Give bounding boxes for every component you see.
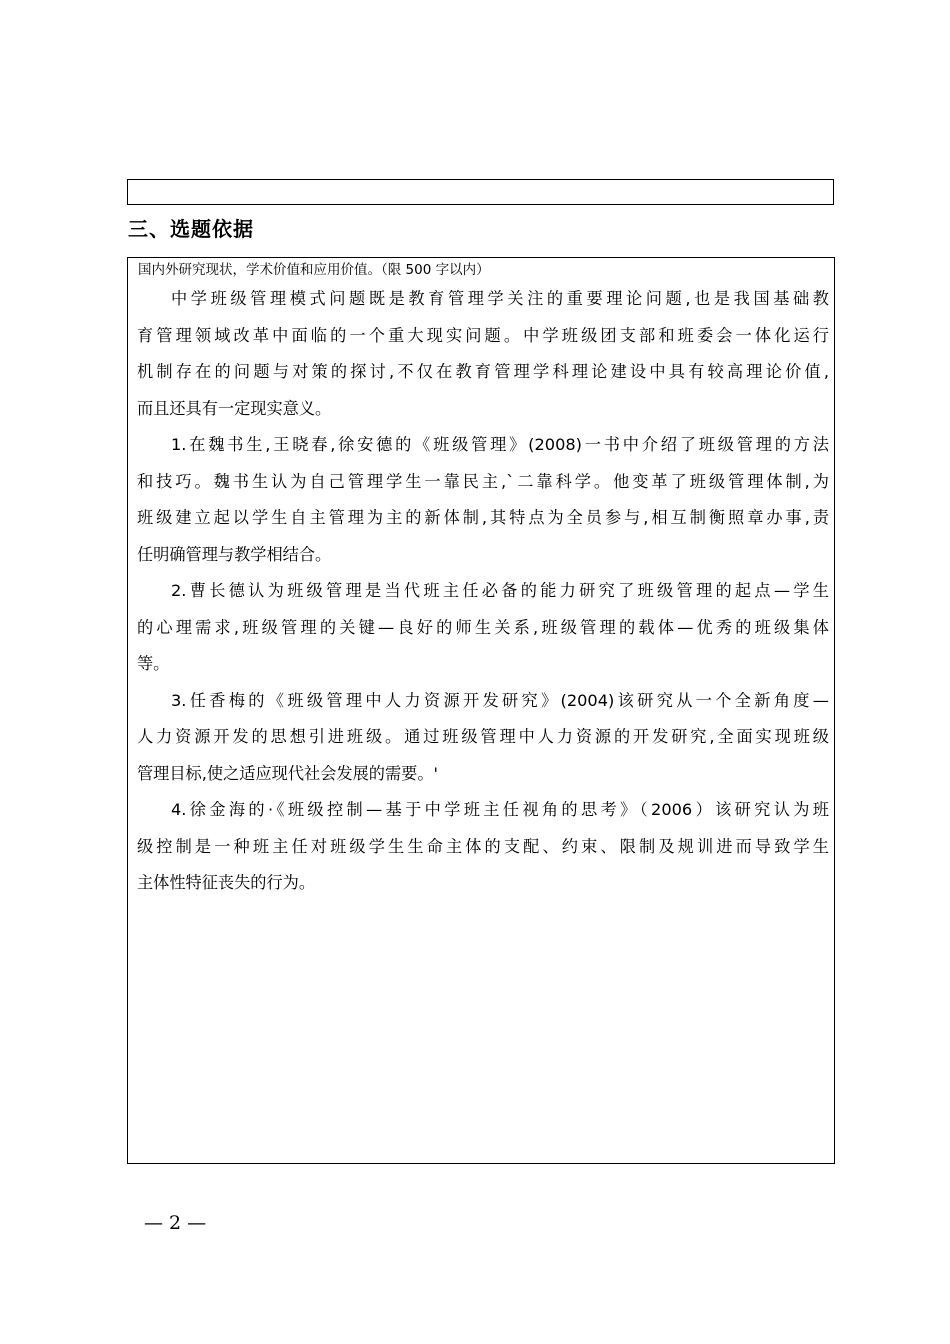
paragraph-line: 管理目标,使之适应现代社会发展的需要。' bbox=[137, 763, 438, 783]
paragraph bbox=[137, 573, 829, 683]
paragraph-line: 的心理需求,班级管理的关键—良好的师生关系,班级管理的载体—优秀的班级集体 bbox=[137, 617, 829, 637]
paragraph-line: 和技巧。魏书生认为自己管理学生一靠民主,`二靠科学。他变革了班级管理体制,为 bbox=[137, 471, 829, 491]
paragraph-line: 育管理领域改革中面临的一个重大现实问题。中学班级团支部和班委会一体化运行 bbox=[137, 325, 829, 345]
previous-section-box bbox=[127, 179, 834, 205]
paragraph-line: 班级建立起以学生自主管理为主的新体制,其特点为全员参与,相互制衡照章办事,责 bbox=[137, 508, 829, 527]
paragraph-line: 任明确管理与教学相结合。 bbox=[137, 544, 332, 564]
instruction-note: 国内外研究现状，学术价值和应用价值。（限 500 字以内） bbox=[138, 262, 490, 278]
topic-basis-box bbox=[127, 257, 835, 1164]
page-number: — 2 — bbox=[144, 1212, 207, 1234]
paragraph-line: 1.在魏书生,王晓春,徐安德的《班级管理》(2008)一书中介绍了班级管理的方法 bbox=[171, 435, 829, 454]
paragraph-line: 主体性特征丧失的行为。 bbox=[137, 873, 316, 892]
paragraph bbox=[137, 683, 829, 793]
paragraph-line: 级控制是一种班主任对班级学生生命主体的支配、约束、限制及规训进而导致学生 bbox=[137, 836, 829, 856]
paragraph-line: 2.曹长德认为班级管理是当代班主任必备的能力研究了班级管理的起点—学生 bbox=[171, 581, 829, 600]
paragraph-line: 3.任香梅的《班级管理中人力资源开发研究》(2004)该研究从一个全新角度— bbox=[171, 690, 829, 710]
section-heading: 三、选题依据 bbox=[128, 217, 254, 241]
paragraph-line: 4.徐金海的·《班级控制—基于中学班主任视角的思考》（2006）该研究认为班 bbox=[171, 800, 829, 819]
body-text bbox=[137, 281, 829, 902]
paragraph-line: 等。 bbox=[137, 654, 170, 673]
paragraph bbox=[137, 792, 829, 902]
paragraph-line: 而且还具有一定现实意义。 bbox=[137, 398, 332, 418]
paragraph-line: 中学班级管理模式问题既是教育管理学关注的重要理论问题,也是我国基础教 bbox=[171, 289, 829, 308]
paragraph-line: 人力资源开发的思想引进班级。通过班级管理中人力资源的开发研究,全面实现班级 bbox=[137, 727, 829, 746]
paragraph bbox=[137, 427, 829, 573]
paragraph bbox=[137, 281, 829, 427]
paragraph-line: 机制存在的问题与对策的探讨,不仅在教育管理学科理论建设中具有较高理论价值, bbox=[137, 362, 829, 381]
